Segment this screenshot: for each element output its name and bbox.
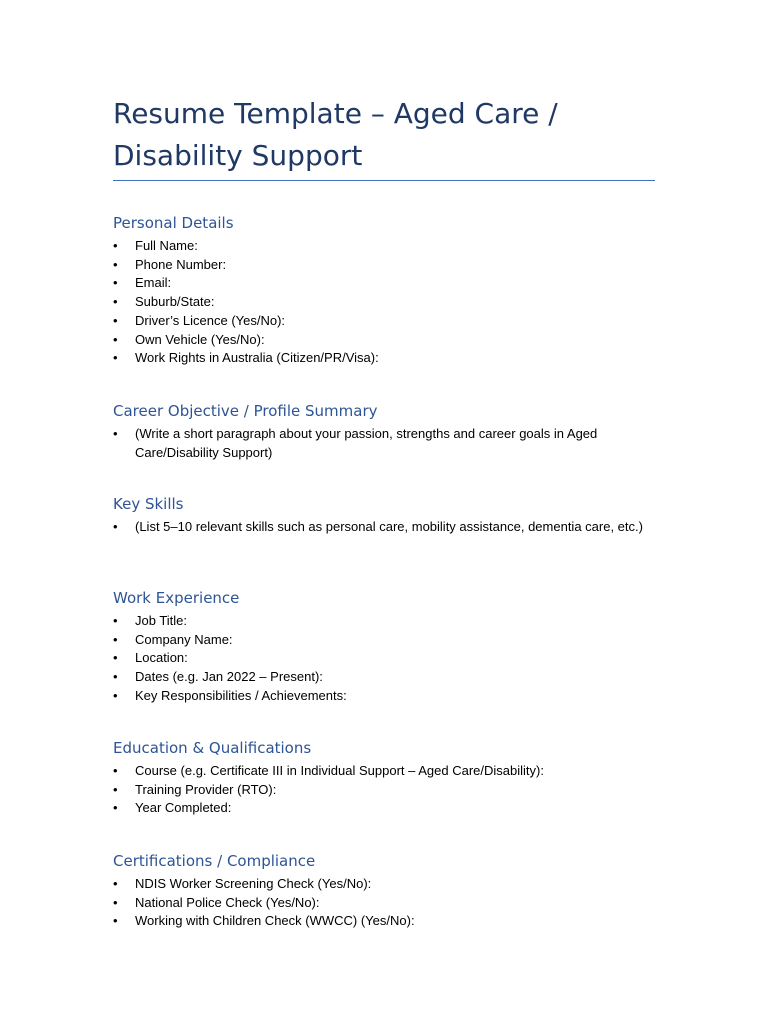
section-education — [113, 738, 673, 818]
list-item: • (Write a short paragraph about your passion, strengths and career goals in Aged Care/Disability Support) — [113, 426, 598, 460]
bullet-list — [113, 875, 673, 931]
section-work-experience — [113, 588, 673, 706]
bullet-icon: • — [113, 275, 118, 291]
list-item: • (List 5–10 relevant skills such as personal care, mobility assistance, dementia care, etc.) — [113, 518, 665, 537]
bullet-list — [113, 762, 673, 818]
list-item: • Email: — [113, 274, 673, 293]
bullet-icon: • — [113, 426, 118, 441]
section-heading: Work Experience — [113, 589, 240, 607]
bullet-icon: • — [113, 631, 118, 647]
list-item: • National Police Check (Yes/No): — [113, 894, 673, 913]
bullet-icon: • — [113, 519, 118, 534]
bullet-icon: • — [113, 238, 118, 253]
section-heading: Key Skills — [113, 495, 184, 513]
list-item: • Dates (e.g. Jan 2022 – Present): — [113, 668, 673, 687]
bullet-icon: • — [113, 876, 118, 891]
section-heading: Education & Qualifications — [113, 739, 312, 757]
list-item: • NDIS Worker Screening Check (Yes/No): — [113, 875, 673, 894]
bullet-list — [113, 237, 673, 368]
bullet-icon: • — [113, 256, 118, 272]
bullet-list — [113, 612, 673, 706]
list-item: • Working with Children Check (WWCC) (Yes/No): — [113, 912, 673, 931]
list-item: • Suburb/State: — [113, 293, 673, 312]
bullet-icon: • — [113, 294, 118, 310]
bullet-icon: • — [113, 894, 118, 910]
list-item: • Job Title: — [113, 612, 673, 631]
list-item: • Training Provider (RTO): — [113, 781, 673, 800]
title-underline — [113, 180, 655, 181]
section-personal-details — [113, 213, 673, 368]
list-item: • Own Vehicle (Yes/No): — [113, 331, 673, 350]
title-line-2: Disability Support — [113, 139, 363, 172]
bullet-icon: • — [113, 650, 118, 666]
list-item: • Year Completed: — [113, 799, 673, 818]
bullet-icon: • — [113, 669, 118, 685]
list-item: • Full Name: — [113, 237, 673, 256]
document-title — [113, 93, 655, 177]
title-line-1: Resume Template – Aged Care / — [113, 97, 558, 130]
list-item: • Course (e.g. Certificate III in Individual Support – Aged Care/Disability): — [113, 762, 673, 781]
list-item: • Location: — [113, 649, 673, 668]
list-item: • Company Name: — [113, 631, 673, 650]
list-item: • Driver’s Licence (Yes/No): — [113, 312, 673, 331]
section-career-objective — [113, 401, 673, 462]
bullet-icon: • — [113, 913, 118, 929]
section-key-skills — [113, 494, 673, 537]
bullet-icon: • — [113, 781, 118, 797]
bullet-list — [113, 518, 673, 537]
bullet-icon: • — [113, 312, 118, 328]
section-heading: Career Objective / Profile Summary — [113, 402, 378, 420]
bullet-icon: • — [113, 687, 118, 703]
list-item: • Key Responsibilities / Achievements: — [113, 687, 673, 706]
section-heading: Certifications / Compliance — [113, 852, 316, 870]
list-item: • Phone Number: — [113, 256, 673, 275]
bullet-icon: • — [113, 763, 118, 778]
section-heading: Personal Details — [113, 214, 234, 232]
bullet-icon: • — [113, 350, 118, 366]
bullet-icon: • — [113, 331, 118, 347]
list-item: • Work Rights in Australia (Citizen/PR/Visa): — [113, 349, 673, 368]
bullet-icon: • — [113, 613, 118, 628]
bullet-list — [113, 425, 673, 462]
bullet-icon: • — [113, 800, 118, 816]
section-certifications — [113, 851, 673, 931]
